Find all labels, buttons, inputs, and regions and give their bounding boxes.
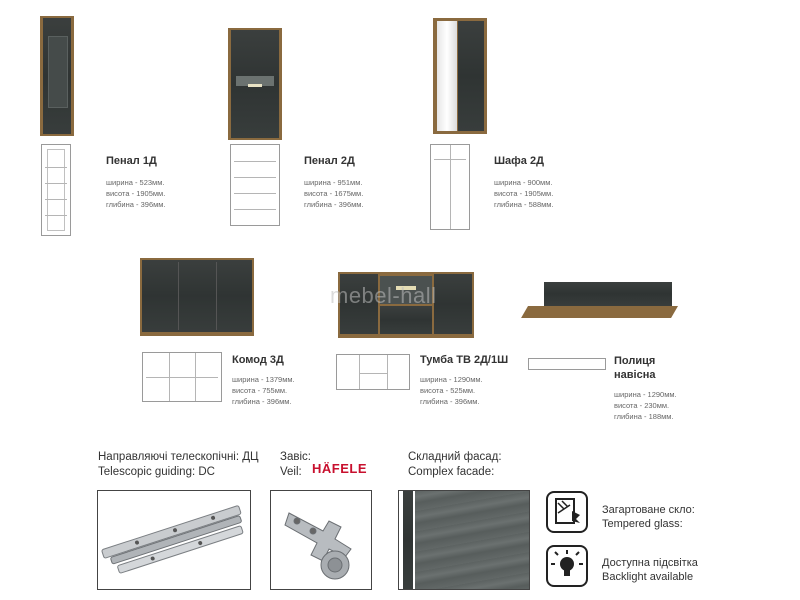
hafele-logo: HÄFELE	[312, 461, 367, 476]
tumba-height: висота - 525мм.	[420, 386, 476, 395]
tumba-dims	[420, 374, 483, 407]
shafa2-name: Шафа 2Д	[494, 155, 544, 167]
polytsia-name-line2: навісна	[614, 369, 656, 381]
light-text	[602, 556, 698, 584]
tumba-drawing	[336, 354, 410, 390]
glass-text-ua: Загартоване скло:	[602, 504, 695, 516]
komod3-name: Комод 3Д	[232, 354, 284, 366]
polytsia-height: висота - 230мм.	[614, 401, 670, 410]
shafa2-dims	[494, 177, 554, 210]
polytsia-photo	[528, 282, 678, 328]
penal2-height: висота - 1675мм.	[304, 189, 364, 198]
tempered-glass-icon	[548, 493, 586, 531]
komod3-width: ширина - 1379мм.	[232, 375, 295, 384]
penal2-drawing	[230, 144, 280, 226]
polytsia-name-line1: Полиця	[614, 355, 656, 367]
light-text-en: Backlight available	[602, 571, 694, 583]
glass-icon-box	[546, 491, 588, 533]
penal1-width: ширина - 523мм.	[106, 178, 165, 187]
facade-image	[398, 490, 530, 590]
penal2-name: Пенал 2Д	[304, 155, 355, 167]
penal1-drawing	[41, 144, 71, 236]
polytsia-dims	[614, 389, 677, 422]
guides-title-ua: Направляючі телескопічні: ДЦ	[98, 451, 259, 463]
shafa2-height: висота - 1905мм.	[494, 189, 554, 198]
shafa2-drawing	[430, 144, 470, 230]
polytsia-drawing	[528, 358, 606, 370]
penal1-dims	[106, 177, 166, 210]
hinge-title	[280, 450, 311, 480]
watermark: mebel-hall	[330, 283, 437, 308]
tumba-width: ширина - 1290мм.	[420, 375, 483, 384]
facade-title-en: Complex facade:	[408, 466, 495, 478]
penal1-depth: глибина - 396мм.	[106, 200, 166, 209]
facade-title	[408, 450, 502, 480]
shafa2-width: ширина - 900мм.	[494, 178, 553, 187]
tumba-name: Тумба ТВ 2Д/1Ш	[420, 354, 509, 366]
guides-title-en: Telescopic guiding: DC	[98, 466, 215, 478]
polytsia-name	[614, 354, 655, 382]
penal2-photo	[228, 28, 282, 140]
light-icon-box	[546, 545, 588, 587]
shafa2-depth: глибина - 588мм.	[494, 200, 554, 209]
glass-text-en: Tempered glass:	[602, 518, 683, 530]
penal1-name: Пенал 1Д	[106, 155, 157, 167]
komod3-depth: глибина - 396мм.	[232, 397, 292, 406]
glass-text	[602, 503, 695, 531]
hinge-title-en: Veil:	[280, 466, 302, 478]
facade-title-ua: Складний фасад:	[408, 451, 502, 463]
guides-title	[98, 450, 259, 480]
komod3-drawing	[142, 352, 222, 402]
komod3-dims	[232, 374, 295, 407]
shafa2-photo	[433, 18, 487, 134]
penal1-photo	[40, 16, 74, 136]
polytsia-width: ширина - 1290мм.	[614, 390, 677, 399]
penal2-dims	[304, 177, 364, 210]
hinge-image	[270, 490, 372, 590]
lightbulb-icon	[548, 547, 586, 585]
light-text-ua: Доступна підсвітка	[602, 557, 698, 569]
komod3-height: висота - 755мм.	[232, 386, 288, 395]
penal1-height: висота - 1905мм.	[106, 189, 166, 198]
polytsia-depth: глибина - 188мм.	[614, 412, 674, 421]
penal2-width: ширина - 951мм.	[304, 178, 363, 187]
hinge-title-ua: Завіс:	[280, 451, 311, 463]
tumba-depth: глибина - 396мм.	[420, 397, 480, 406]
penal2-depth: глибина - 396мм.	[304, 200, 364, 209]
telescopic-guide-icon	[98, 491, 250, 589]
hinge-icon	[271, 491, 371, 589]
guides-image	[97, 490, 251, 590]
komod3-photo	[140, 258, 254, 336]
